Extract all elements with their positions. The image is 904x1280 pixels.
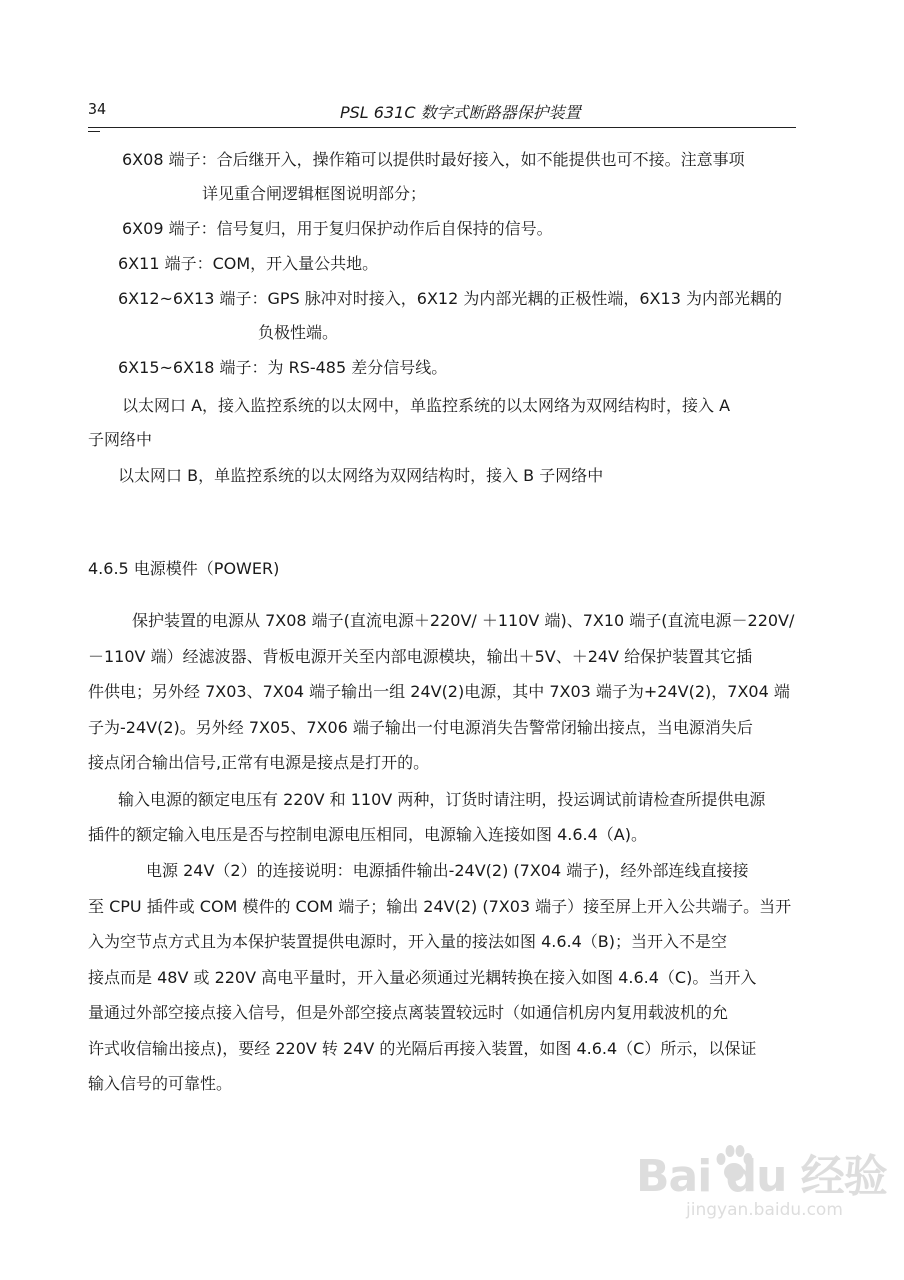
connection-paragraph-line: 量通过外部空接点接入信号，但是外部空接点离装置较远时（如通信机房内复用载波机的允: [88, 1003, 729, 1022]
connection-paragraph-line: 至 CPU 插件或 COM 模件的 COM 端子；输出 24V(2) (7X03 端子）接至屏上开入公共端子。当开: [88, 897, 792, 916]
header-rule: [88, 127, 796, 128]
connection-paragraph-line: 接点而是 48V 或 220V 高电平量时，开入量必须通过光耦转换在接入如图 4.6.4（C)。当开入: [88, 968, 757, 987]
terminal-6x12-line2: 负极性端。: [258, 323, 339, 342]
power-paragraph-line: 保护装置的电源从 7X08 端子(直流电源＋220V/ ＋110V 端)、7X10 端子(直流电源－220V/: [132, 611, 795, 630]
terminal-6x08-line1: 6X08 端子：合后继开入，操作箱可以提供时最好接入，如不能提供也可不接。注意事项: [122, 150, 745, 169]
watermark-logo: Bai du 经验: [636, 1151, 887, 1202]
ethernet-a-line2: 子网络中: [88, 430, 153, 449]
paw-icon: [711, 1142, 757, 1188]
connection-paragraph-line: 许式收信输出接点)，要经 220V 转 24V 的光隔后再接入装置，如图 4.6.4（C）所示，以保证: [88, 1039, 757, 1058]
connection-paragraph-line: 输入信号的可靠性。: [88, 1074, 233, 1093]
terminal-6x08-line2: 详见重合闸逻辑框图说明部分；: [202, 184, 427, 203]
connection-paragraph-line: 电源 24V（2）的连接说明：电源插件输出-24V(2) (7X04 端子)，经外部连线直接接: [146, 861, 749, 880]
page-number: 34: [88, 100, 107, 118]
connection-paragraph-line: 入为空节点方式且为本保护装置提供电源时，开入量的接法如图 4.6.4（B)；当开入不是空: [88, 932, 728, 951]
terminal-6x11: 6X11 端子：COM，开入量公共地。: [118, 254, 379, 273]
terminal-6x09: 6X09 端子：信号复归，用于复归保护动作后自保持的信号。: [122, 219, 553, 238]
ethernet-b: 以太网口 B，单监控系统的以太网络为双网结构时，接入 B 子网络中: [118, 466, 604, 485]
terminal-6x12-line1: 6X12~6X13 端子：GPS 脉冲对时接入，6X12 为内部光耦的正极性端，6X13 为内部光耦的: [118, 289, 782, 308]
power-paragraph-line: 件供电；另外经 7X03、7X04 端子输出一组 24V(2)电源，其中 7X03 端子为+24V(2)，7X04 端: [88, 682, 790, 701]
power-paragraph-line: －110V 端）经滤波器、背板电源开关至内部电源模块，输出＋5V、＋24V 给保护装置其它插: [88, 647, 753, 666]
terminal-6x15: 6X15~6X18 端子：为 RS-485 差分信号线。: [118, 358, 448, 377]
baidu-watermark: [636, 1140, 887, 1240]
power-paragraph-line: 接点闭合输出信号,正常有电源是接点是打开的。: [88, 753, 430, 772]
voltage-paragraph-line: 输入电源的额定电压有 220V 和 110V 两种，订货时请注明，投运调试前请检查所提供电源: [118, 790, 766, 809]
section-heading: 4.6.5 电源模件（POWER): [88, 559, 280, 578]
ethernet-a-line1: 以太网口 A，接入监控系统的以太网中，单监控系统的以太网络为双网结构时，接入 A: [122, 396, 731, 415]
page-header-title: PSL 631C 数字式断路器保护装置: [340, 103, 581, 122]
watermark-url: jingyan.baidu.com: [686, 1200, 843, 1220]
voltage-paragraph-line: 插件的额定输入电压是否与控制电源电压相同，电源输入连接如图 4.6.4（A)。: [88, 825, 647, 844]
power-paragraph-line: 子为-24V(2)。另外经 7X05、7X06 端子输出一付电源消失告警常闭输出接点，当电源消失后: [88, 718, 753, 737]
header-mark: [88, 131, 100, 132]
